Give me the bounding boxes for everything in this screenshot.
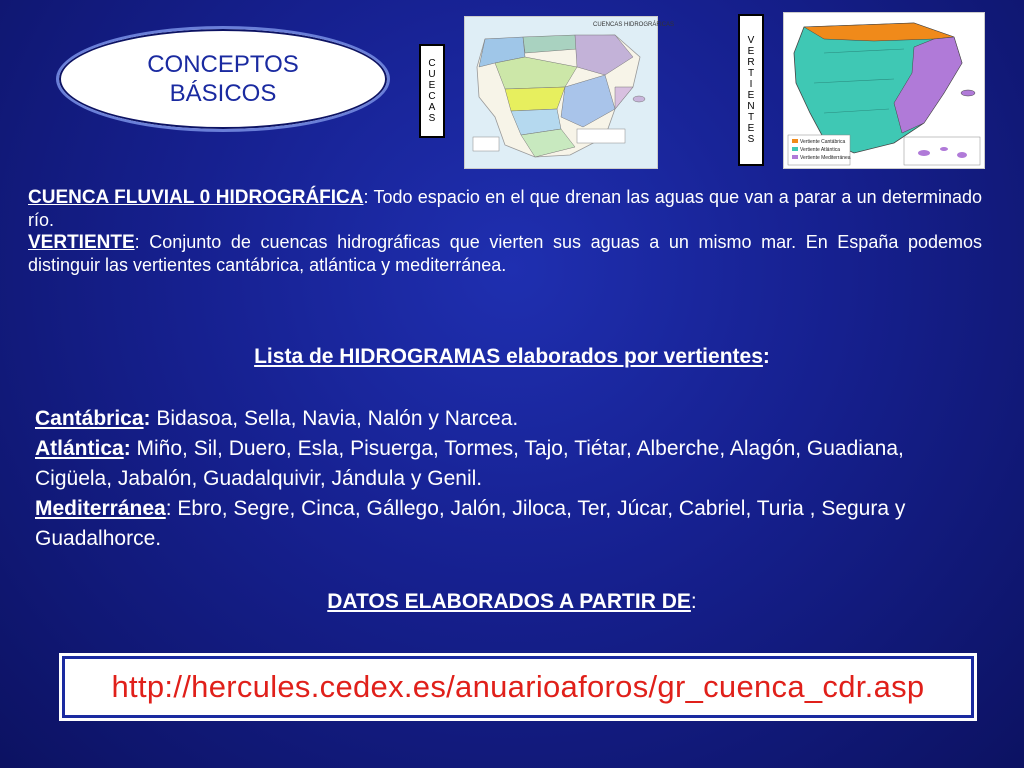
map-title: CUENCAS HIDROGRÁFICAS	[593, 22, 675, 28]
oval-line-1: CONCEPTOS	[147, 51, 299, 78]
source-url-link[interactable]: http://hercules.cedex.es/anuarioaforos/gr_cuenca_cdr.asp	[111, 669, 925, 704]
datos-heading	[0, 591, 1024, 613]
vertiente-rivers: Bidasoa, Sella, Navia, Nalón y Narcea.	[150, 407, 519, 430]
hidrogramas-list-title	[0, 346, 1024, 368]
source-url-box	[62, 656, 974, 718]
letter: A	[428, 102, 436, 113]
list-item	[35, 404, 985, 434]
definitions-paragraph	[28, 186, 982, 276]
list-item	[35, 494, 915, 554]
datos-text: DATOS ELABORADOS A PARTIR DE	[327, 590, 691, 613]
legend-cantabrica: Vertiente Cantábrica	[800, 139, 846, 145]
cuencas-vertical-label	[419, 44, 445, 138]
letter: S	[428, 113, 436, 124]
letter: E	[747, 123, 755, 134]
letter: U	[428, 69, 436, 80]
vertientes-map-image	[783, 12, 985, 169]
vertiente-definition: : Conjunto de cuencas hidrográficas que vierten sus aguas a un mismo mar. En España podemos distinguir las vertientes cantábrica, atlántica y mediterránea.	[28, 232, 982, 275]
list-title-text: Lista de HIDROGRAMAS elaborados por vertientes	[254, 345, 763, 368]
vertiente-name: Cantábrica	[35, 407, 144, 430]
letter: V	[747, 35, 755, 46]
letter: E	[428, 80, 436, 91]
oval-line-2: BÁSICOS	[169, 80, 277, 107]
rivers-by-vertiente-list	[35, 404, 985, 554]
letter: E	[747, 90, 755, 101]
letter: R	[747, 57, 755, 68]
vertiente-name: Atlántica	[35, 437, 124, 460]
datos-colon: :	[690, 590, 697, 613]
vertiente-name: Mediterránea	[35, 497, 166, 520]
cuenca-term: CUENCA FLUVIAL 0 HIDROGRÁFICA	[28, 187, 364, 208]
letter: C	[428, 58, 436, 69]
vertiente-sep: :	[123, 437, 131, 460]
legend-atlantica: Vertiente Atlántica	[800, 147, 841, 153]
legend-mediterranea: Vertiente Mediterránea	[800, 155, 851, 161]
vertiente-rivers: Ebro, Segre, Cinca, Gállego, Jalón, Jiloca, Ter, Júcar, Cabriel, Turia , Segura y Guadalhorce.	[35, 497, 906, 550]
vertiente-sep: :	[143, 407, 151, 430]
letter: S	[747, 134, 755, 145]
vertiente-term: VERTIENTE	[28, 232, 135, 253]
letter: E	[747, 46, 755, 57]
letter: N	[747, 101, 755, 112]
vertiente-sep: :	[165, 497, 172, 520]
letter: C	[428, 91, 436, 102]
vertiente-rivers: Miño, Sil, Duero, Esla, Pisuerga, Tormes, Tajo, Tiétar, Alberche, Alagón, Guadiana, Cigüela, Jabalón, Guadalquivir, Jándula y Genil.	[35, 437, 904, 490]
cuencas-map-image	[464, 16, 675, 169]
concepts-title-oval	[56, 26, 390, 132]
cuenca-definition: : Todo espacio en el que drenan las aguas que van a parar a un determinado río.	[28, 187, 982, 230]
letter: T	[747, 68, 755, 79]
vertientes-vertical-label	[738, 14, 764, 166]
list-title-colon: :	[762, 345, 770, 368]
letter: I	[749, 79, 753, 90]
letter: T	[747, 112, 755, 123]
list-item	[35, 434, 985, 494]
